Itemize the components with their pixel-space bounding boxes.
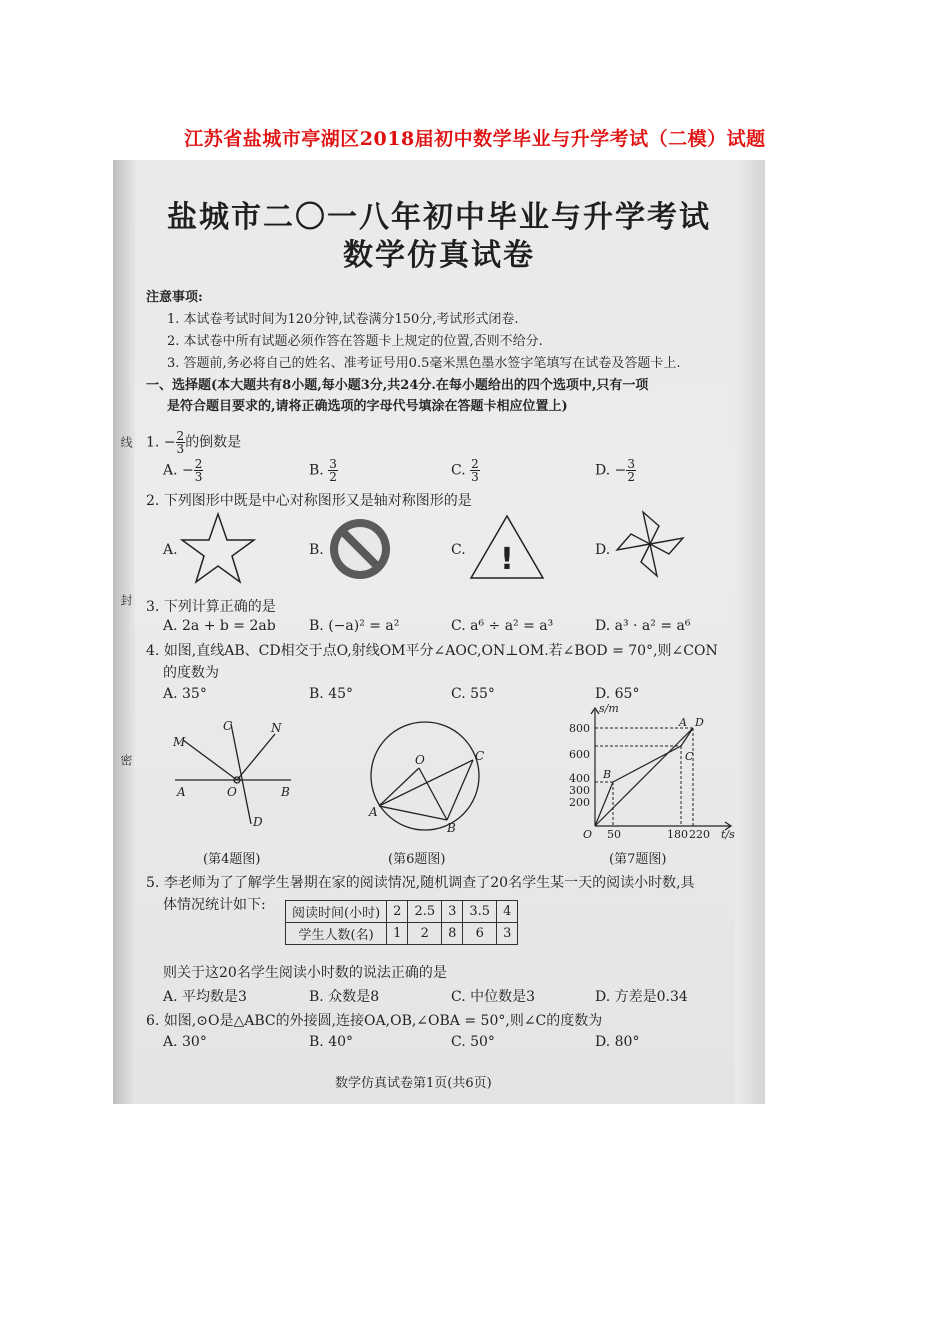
q6-option-d: D. 80° bbox=[595, 1034, 640, 1050]
figure-4-diagram bbox=[173, 718, 303, 836]
warning-triangle-icon bbox=[469, 514, 545, 580]
q5-option-a: A. 平均数是3 bbox=[163, 989, 247, 1005]
fig6-label-b: B bbox=[447, 821, 456, 835]
fig4-label-n: N bbox=[271, 721, 282, 735]
pinwheel-icon bbox=[613, 508, 687, 580]
notes-title: 注意事项: bbox=[146, 290, 203, 305]
q4-option-d: D. 65° bbox=[595, 686, 640, 702]
table-cell: 2 bbox=[408, 923, 442, 945]
q2-option-a-label: A. bbox=[163, 542, 178, 558]
fig7-x-tick-220: 220 bbox=[689, 828, 710, 841]
q6-option-c: C. 50° bbox=[451, 1034, 495, 1050]
figure-6-diagram bbox=[363, 722, 493, 836]
question-number: 1. bbox=[146, 434, 160, 451]
q2-option-c-label: C. bbox=[451, 542, 466, 558]
stem-fraction: $\frac{2}{3}$ bbox=[176, 429, 185, 456]
exam-header-line2: 数学仿真试卷 bbox=[343, 238, 535, 273]
fig6-label-o: O bbox=[415, 753, 425, 767]
figure-7-caption: (第7题图) bbox=[609, 852, 667, 867]
fig7-x-axis-label: t/s bbox=[721, 828, 735, 841]
fig7-y-tick-400: 400 bbox=[569, 772, 590, 785]
q5-option-d: D. 方差是0.34 bbox=[595, 989, 688, 1005]
question-4-stem-cont: 的度数为 bbox=[163, 665, 219, 681]
photo-shadow-right bbox=[735, 160, 765, 1104]
question-5-stem-cont: 体情况统计如下: bbox=[163, 897, 266, 913]
note-item-3: 3. 答题前,务必将自己的姓名、准考证号用0.5毫米黑色墨水签字笔填写在试卷及答题卡上. bbox=[167, 356, 681, 371]
q6-option-a: A. 30° bbox=[163, 1034, 207, 1050]
q2-option-b-label: B. bbox=[309, 542, 324, 558]
fig7-y-axis-label: s/m bbox=[599, 702, 619, 715]
q4-option-a: A. 35° bbox=[163, 686, 207, 702]
q5-option-c: C. 中位数是3 bbox=[451, 989, 536, 1005]
q3-option-d: D. a³ · a² = a⁶ bbox=[595, 618, 691, 634]
table-cell: 1 bbox=[387, 923, 408, 945]
question-3-stem: 3. 下列计算正确的是 bbox=[146, 599, 276, 615]
star-icon bbox=[181, 512, 255, 584]
fig7-y-tick-800: 800 bbox=[569, 722, 590, 735]
question-4-stem: 4. 如图,直线AB、CD相交于点O,射线OM平分∠AOC,ON⊥OM.若∠BOD = 70°,则∠CON bbox=[146, 643, 718, 659]
q3-option-b: B. (−a)² = a² bbox=[309, 618, 400, 634]
stem-sign: − bbox=[163, 434, 176, 451]
question-5-stem: 5. 李老师为了了解学生暑期在家的阅读情况,随机调查了20名学生某一天的阅读小时数,具 bbox=[146, 875, 695, 891]
q2-option-d-label: D. bbox=[595, 542, 611, 558]
fig7-point-d: D bbox=[695, 716, 704, 729]
fig6-label-a: A bbox=[369, 805, 378, 819]
note-item-2: 2. 本试卷中所有试题必须作答在答题卡上规定的位置,否则不给分. bbox=[167, 334, 543, 349]
fig7-origin: O bbox=[583, 828, 593, 841]
fig7-y-tick-200: 200 bbox=[569, 796, 590, 809]
q1-option-c: C. $\frac{2}{3}$ bbox=[451, 457, 479, 484]
fig4-label-c: C bbox=[223, 719, 233, 733]
photo-shadow-left bbox=[113, 160, 135, 1104]
margin-mark-seal: 封 bbox=[119, 594, 133, 606]
table-cell: 2 bbox=[387, 901, 408, 923]
q4-option-b: B. 45° bbox=[309, 686, 354, 702]
figure-6-caption: (第6题图) bbox=[388, 852, 446, 867]
note-item-1: 1. 本试卷考试时间为120分钟,试卷满分150分,考试形式闭卷. bbox=[167, 312, 519, 327]
figure-7-graph bbox=[561, 704, 741, 842]
table-row-header: 阅读时间(小时) bbox=[286, 901, 387, 923]
table-cell: 4 bbox=[497, 901, 518, 923]
section-1-heading: 一、选择题(本大题共有8小题,每小题3分,共24分.在每小题给出的四个选项中,只有一项 bbox=[146, 378, 649, 393]
q4-option-c: C. 55° bbox=[451, 686, 495, 702]
fig4-label-a: A bbox=[177, 785, 186, 799]
exam-photo bbox=[113, 160, 765, 1104]
margin-mark-secret: 密 bbox=[119, 754, 133, 766]
fig4-label-d: D bbox=[253, 815, 263, 829]
fig7-x-tick-180: 180 bbox=[667, 828, 688, 841]
table-row bbox=[286, 901, 518, 923]
stem-text: 的倒数是 bbox=[185, 434, 242, 451]
fig7-x-tick-50: 50 bbox=[607, 828, 621, 841]
table-cell: 3.5 bbox=[463, 901, 497, 923]
question-5-stem-final: 则关于这20名学生阅读小时数的说法正确的是 bbox=[163, 965, 447, 981]
q3-option-a: A. 2a + b = 2ab bbox=[163, 618, 276, 634]
section-1-heading-cont: 是符合题目要求的,请将正确选项的字母代号填涂在答题卡相应位置上) bbox=[167, 399, 568, 414]
document-title: 江苏省盐城市亭湖区2018届初中数学毕业与升学考试（二模）试题 bbox=[184, 128, 766, 150]
table-cell: 2.5 bbox=[408, 901, 442, 923]
q5-option-b: B. 众数是8 bbox=[309, 989, 380, 1005]
q1-option-b: B. $\frac{3}{2}$ bbox=[309, 457, 337, 484]
q3-option-c: C. a⁶ ÷ a² = a³ bbox=[451, 618, 554, 634]
table-cell: 3 bbox=[497, 923, 518, 945]
fig7-y-tick-300: 300 bbox=[569, 784, 590, 797]
question-2-stem: 2. 下列图形中既是中心对称图形又是轴对称图形的是 bbox=[146, 493, 472, 509]
table-cell: 3 bbox=[442, 901, 463, 923]
table-cell: 8 bbox=[442, 923, 463, 945]
table-row bbox=[286, 923, 518, 945]
q6-option-b: B. 40° bbox=[309, 1034, 354, 1050]
q1-option-a: A. − $\frac{2}{3}$ bbox=[163, 457, 203, 484]
table-row-header: 学生人数(名) bbox=[286, 923, 387, 945]
q1-option-d: D. − $\frac{3}{2}$ bbox=[595, 457, 636, 484]
fig4-label-m: M bbox=[173, 735, 186, 749]
fig4-label-o: O bbox=[227, 785, 237, 799]
figure-4-caption: (第4题图) bbox=[203, 852, 261, 867]
fig7-point-b: B bbox=[603, 768, 612, 781]
margin-mark-line: 线 bbox=[119, 436, 133, 448]
reading-stats-table bbox=[285, 900, 518, 945]
fig7-point-c: C bbox=[685, 750, 694, 763]
table-cell: 6 bbox=[463, 923, 497, 945]
question-1-stem bbox=[146, 430, 241, 455]
question-6-stem: 6. 如图,⊙O是△ABC的外接圆,连接OA,OB,∠OBA = 50°,则∠C的度数为 bbox=[146, 1013, 603, 1029]
fig4-label-b: B bbox=[281, 785, 290, 799]
page-footer: 数学仿真试卷第1页(共6页) bbox=[335, 1076, 492, 1091]
fig7-y-tick-600: 600 bbox=[569, 748, 590, 761]
warning-mark: ! bbox=[500, 542, 514, 577]
exam-header-line1: 盐城市二〇一八年初中毕业与升学考试 bbox=[167, 200, 711, 235]
fig7-point-a: A bbox=[679, 716, 687, 729]
prohibition-sign-icon bbox=[327, 516, 393, 582]
fig6-label-c: C bbox=[475, 749, 485, 763]
